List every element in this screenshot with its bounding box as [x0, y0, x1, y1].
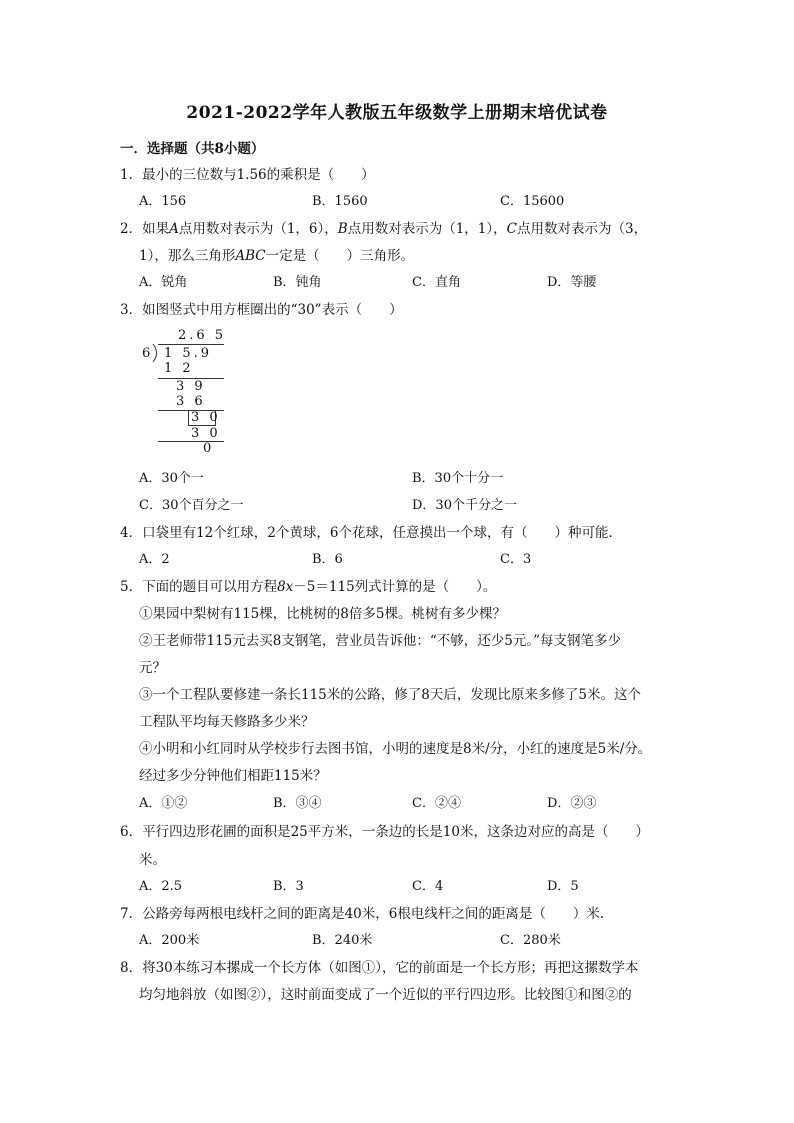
question-8-line-1: 8．将30本练习本摞成一个长方体（如图①），它的前面是一个长方形；再把这摞数学本 — [120, 960, 639, 976]
q5-stem-b: －5＝115列式计算的是（ ）。 — [293, 579, 497, 595]
q5-statement-4-line-2: 经过多少分钟他们相距115米？ — [139, 768, 327, 784]
q2-point-a: A — [169, 221, 179, 237]
q5-statement-2-line-1: ②王老师带115元去买8支钢笔，营业员告诉他：“不够，还少5元。”每支钢笔多少 — [139, 633, 621, 649]
division-step-3: 3 6 — [176, 394, 206, 409]
q6-option-c: C．4 — [412, 879, 444, 894]
question-8-line-2: 均匀地斜放（如图②），这时前面变成了一个近似的平行四边形。比较图①和图②的 — [139, 987, 632, 1003]
division-step-2: 3 9 — [176, 379, 206, 394]
question-6-line-1: 6．平行四边形花圃的面积是25平方米，一条边的长是10米，这条边对应的高是（ ） — [120, 824, 649, 840]
q3-option-c: C．30个百分之一 — [139, 498, 244, 513]
question-4-stem: 4．口袋里有12个红球，2个黄球，6个花球，任意摸出一个球，有（ ）种可能． — [120, 525, 622, 541]
q4-option-c: C．3 — [500, 552, 532, 567]
question-5-stem — [120, 575, 496, 595]
q5-statement-1: ①果园中梨树有115棵，比桃树的8倍多5棵。桃树有多少棵？ — [139, 606, 506, 622]
q5-stem-a: 5．下面的题目可以用方程 — [120, 579, 278, 595]
q4-option-b: B．6 — [312, 552, 343, 567]
q2-option-c: C．直角 — [412, 275, 461, 290]
division-step-5: 3 0 — [191, 426, 221, 441]
q4-option-a: A．2 — [139, 552, 170, 567]
question-2-line-2 — [139, 244, 414, 264]
q6-option-d: D．5 — [547, 879, 579, 894]
q5-statement-3-line-1: ③一个工程队要修建一条长115米的公路，修了8天后，发现比原来多修了5米。这个 — [139, 687, 641, 703]
question-2-line-1 — [120, 217, 647, 237]
q5-statement-3-line-2: 工程队平均每天修路多少米？ — [139, 714, 315, 730]
q2-text-2a: 1），那么三角形 — [139, 248, 236, 264]
q5-option-a: A．①② — [139, 796, 188, 811]
q2-point-c: C — [506, 221, 517, 237]
division-quotient: 2.6 5 — [178, 328, 227, 343]
q5-statement-4-line-1: ④小明和小红同时从学校步行去图书馆，小明的速度是8米/分，小红的速度是5米/分。 — [139, 741, 652, 757]
division-dividend: 1 5.9 — [164, 346, 213, 361]
q2-point-b: B — [337, 221, 348, 237]
q2-option-a: A．锐角 — [139, 275, 188, 290]
q7-option-c: C．280米 — [500, 933, 561, 948]
q2-option-b: B．钝角 — [273, 275, 322, 290]
q2-text-1c: 点用数对表示为（1，1）， — [347, 221, 507, 237]
page-title: 2021-2022学年人教版五年级数学上册期末培优试卷 — [186, 103, 608, 123]
q2-text-1d: 点用数对表示为（3， — [516, 221, 648, 237]
q5-option-c: C．②④ — [412, 796, 461, 811]
q1-option-c: C．15600 — [500, 194, 565, 209]
section-heading: 一．选择题（共8小题） — [120, 141, 265, 157]
question-6-line-2: 米。 — [139, 852, 166, 868]
q5-statement-2-line-2: 元？ — [139, 660, 166, 676]
q6-option-b: B．3 — [273, 879, 304, 894]
division-remainder: 0 — [203, 441, 215, 456]
q3-option-b: B．30个十分一 — [412, 471, 504, 486]
division-step-1: 1 2 — [164, 361, 194, 376]
question-7-stem: 7．公路旁每两根电线杆之间的距离是40米，6根电线杆之间的距离是（ ）米. — [120, 906, 605, 922]
q5-equation-term: 8x — [277, 579, 294, 595]
q5-option-d: D．②③ — [547, 796, 597, 811]
division-bracket — [152, 344, 162, 362]
q2-text-1a: 2．如果 — [120, 221, 170, 237]
question-1-stem: 1．最小的三位数与1.56的乘积是（ ） — [120, 167, 375, 183]
q7-option-a: A．200米 — [139, 933, 200, 948]
q1-option-b: B．1560 — [312, 194, 368, 209]
q3-option-d: D．30个千分之一 — [412, 498, 517, 513]
q2-text-1b: 点用数对表示为（1，6）， — [178, 221, 338, 237]
q2-text-2b: 一定是（ ）三角形。 — [265, 248, 415, 264]
q2-triangle-abc: ABC — [235, 248, 266, 264]
division-step-4-boxed: 3 0 — [191, 410, 221, 425]
q5-option-b: B．③④ — [273, 796, 322, 811]
division-bar — [158, 344, 224, 345]
question-3-stem: 3．如图竖式中用方框圈出的“30”表示（ ） — [120, 302, 403, 318]
q3-option-a: A．30个一 — [139, 471, 204, 486]
division-divisor: 6 — [142, 346, 154, 361]
q6-option-a: A．2.5 — [139, 879, 183, 894]
q7-option-b: B．240米 — [312, 933, 373, 948]
q1-option-a: A．156 — [139, 194, 187, 209]
q2-option-d: D．等腰 — [547, 275, 597, 290]
long-division-figure — [142, 328, 232, 456]
